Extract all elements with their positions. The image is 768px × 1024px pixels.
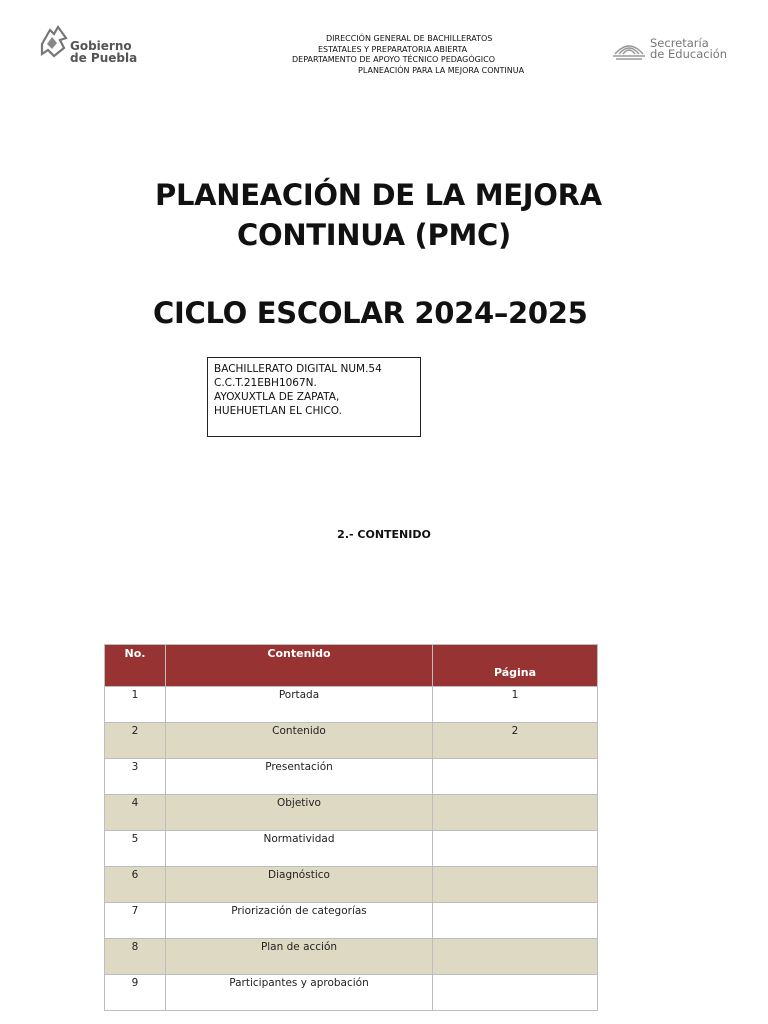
secretaria-logo-icon <box>612 36 646 62</box>
logo-left-line1: Gobierno <box>70 39 132 53</box>
row-page: 2 <box>433 723 598 759</box>
row-content: Objetivo <box>166 795 433 831</box>
row-page: 1 <box>433 687 598 723</box>
row-page <box>433 975 598 1011</box>
row-content: Contenido <box>166 723 433 759</box>
document-title-line2: CONTINUA (PMC) <box>237 218 511 252</box>
row-page <box>433 939 598 975</box>
document-title-line1: PLANEACIÓN DE LA MEJORA <box>155 178 602 212</box>
logo-right-line1: Secretaría <box>650 36 709 50</box>
puebla-logo-icon <box>38 24 70 60</box>
table-row <box>105 687 598 723</box>
table-row <box>105 795 598 831</box>
row-content: Portada <box>166 687 433 723</box>
row-page <box>433 903 598 939</box>
row-content: Normatividad <box>166 831 433 867</box>
row-page <box>433 795 598 831</box>
row-page <box>433 867 598 903</box>
school-cct: C.C.T.21EBH1067N. <box>214 377 317 389</box>
table-row <box>105 759 598 795</box>
row-content: Priorización de categorías <box>166 903 433 939</box>
table-row <box>105 975 598 1011</box>
section-title: 2.- CONTENIDO <box>337 528 431 541</box>
table-row <box>105 903 598 939</box>
department-line-2: ESTATALES Y PREPARATORIA ABIERTA <box>318 44 468 54</box>
department-line-4: PLANEACIÓN PARA LA MEJORA CONTINUA <box>358 65 525 75</box>
row-no: 3 <box>105 759 166 795</box>
table-header-row <box>105 645 598 687</box>
department-line-3: DEPARTAMENTO DE APOYO TÉCNICO PEDAGÓGICO <box>292 55 496 64</box>
logo-right-line2: de Educación <box>650 47 728 61</box>
row-content: Diagnóstico <box>166 867 433 903</box>
row-content: Plan de acción <box>166 939 433 975</box>
header-page: Página <box>433 645 598 687</box>
row-no: 8 <box>105 939 166 975</box>
row-content: Participantes y aprobación <box>166 975 433 1011</box>
department-line-1: DIRECCIÓN GENERAL DE BACHILLERATOS <box>326 34 493 43</box>
table-row <box>105 867 598 903</box>
row-no: 5 <box>105 831 166 867</box>
page-header <box>0 0 768 90</box>
school-year-title: CICLO ESCOLAR 2024–2025 <box>153 296 588 330</box>
row-no: 6 <box>105 867 166 903</box>
row-no: 9 <box>105 975 166 1011</box>
row-no: 1 <box>105 687 166 723</box>
header-content: Contenido <box>166 645 433 687</box>
logo-left-line2: de Puebla <box>70 51 138 65</box>
school-name: BACHILLERATO DIGITAL NUM.54 <box>214 363 382 375</box>
table-row <box>105 831 598 867</box>
school-info-box <box>207 357 421 437</box>
row-no: 7 <box>105 903 166 939</box>
row-no: 2 <box>105 723 166 759</box>
table-row <box>105 939 598 975</box>
secretaria-educacion-logo <box>612 36 732 66</box>
header-no: No. <box>105 645 166 687</box>
school-location: AYOXUXTLA DE ZAPATA, HUEHUETLAN EL CHICO. <box>214 391 342 417</box>
row-page <box>433 759 598 795</box>
gobierno-puebla-logo <box>38 24 138 64</box>
row-content: Presentación <box>166 759 433 795</box>
row-no: 4 <box>105 795 166 831</box>
row-page <box>433 831 598 867</box>
table-row <box>105 723 598 759</box>
contents-table <box>104 644 598 1011</box>
